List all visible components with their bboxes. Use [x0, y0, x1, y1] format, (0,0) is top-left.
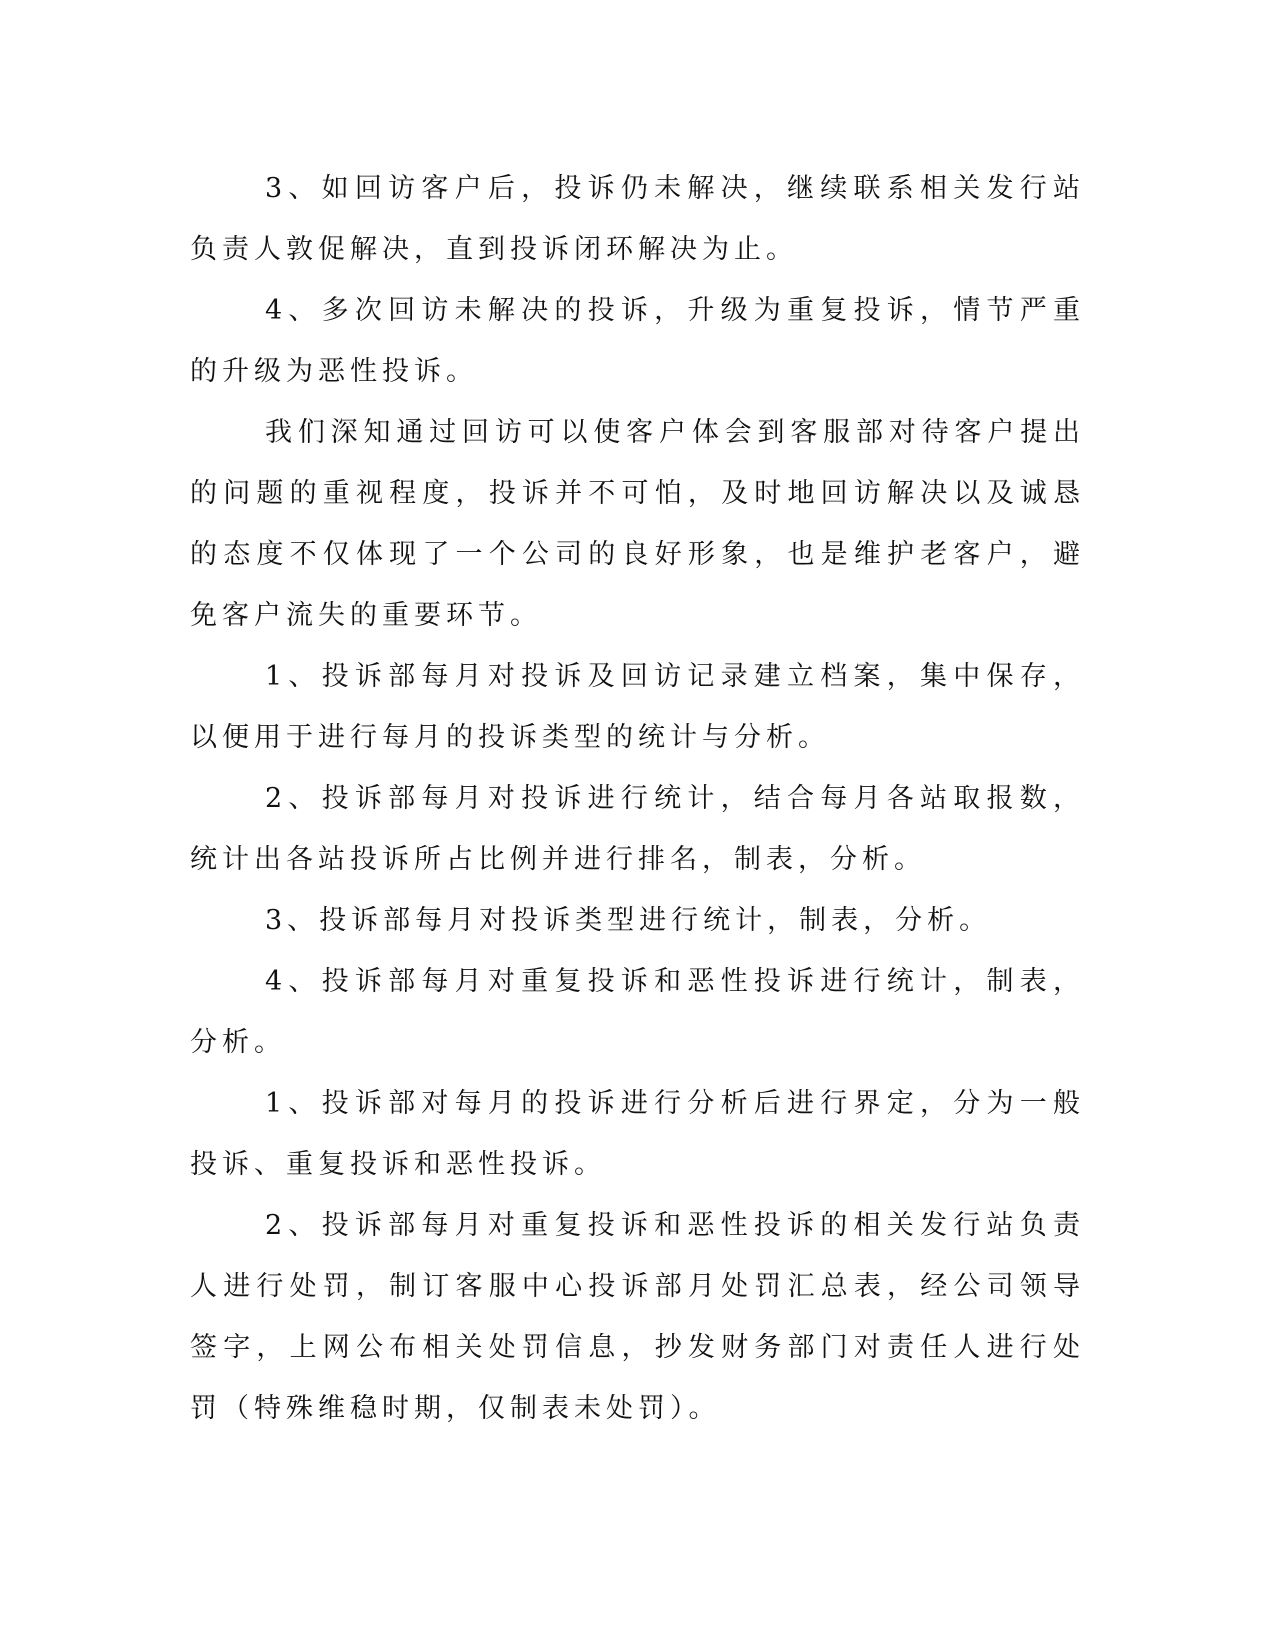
paragraph-4: 1、投诉部每月对投诉及回访记录建立档案，集中保存，以便用于进行每月的投诉类型的统计与分析。: [190, 661, 1085, 753]
paragraph-1: 3、如回访客户后，投诉仍未解决，继续联系相关发行站负责人敦促解决，直到投诉闭环解决为止。: [190, 173, 1085, 265]
paragraph-9: 2、投诉部每月对重复投诉和恶性投诉的相关发行站负责人进行处罚，制订客服中心投诉部月处罚汇总表，经公司领导签字，上网公布相关处罚信息，抄发财务部门对责任人进行处罚（特殊维稳时期，仅制表未处罚）。: [190, 1210, 1085, 1424]
paragraph-7: 4、投诉部每月对重复投诉和恶性投诉进行统计，制表，分析。: [190, 966, 1085, 1058]
paragraph-8: 1、投诉部对每月的投诉进行分析后进行界定，分为一般投诉、重复投诉和恶性投诉。: [190, 1088, 1085, 1180]
paragraph-2: 4、多次回访未解决的投诉，升级为重复投诉，情节严重的升级为恶性投诉。: [190, 295, 1085, 387]
paragraph-5: 2、投诉部每月对投诉进行统计，结合每月各站取报数，统计出各站投诉所占比例并进行排名，制表，分析。: [190, 783, 1085, 875]
paragraph-3: 我们深知通过回访可以使客户体会到客服部对待客户提出的问题的重视程度，投诉并不可怕，及时地回访解决以及诚恳的态度不仅体现了一个公司的良好形象，也是维护老客户，避免客户流失的重要环节。: [190, 417, 1085, 631]
paragraph-6: 3、投诉部每月对投诉类型进行统计，制表，分析。: [265, 905, 992, 936]
document-body: [190, 158, 1085, 1439]
